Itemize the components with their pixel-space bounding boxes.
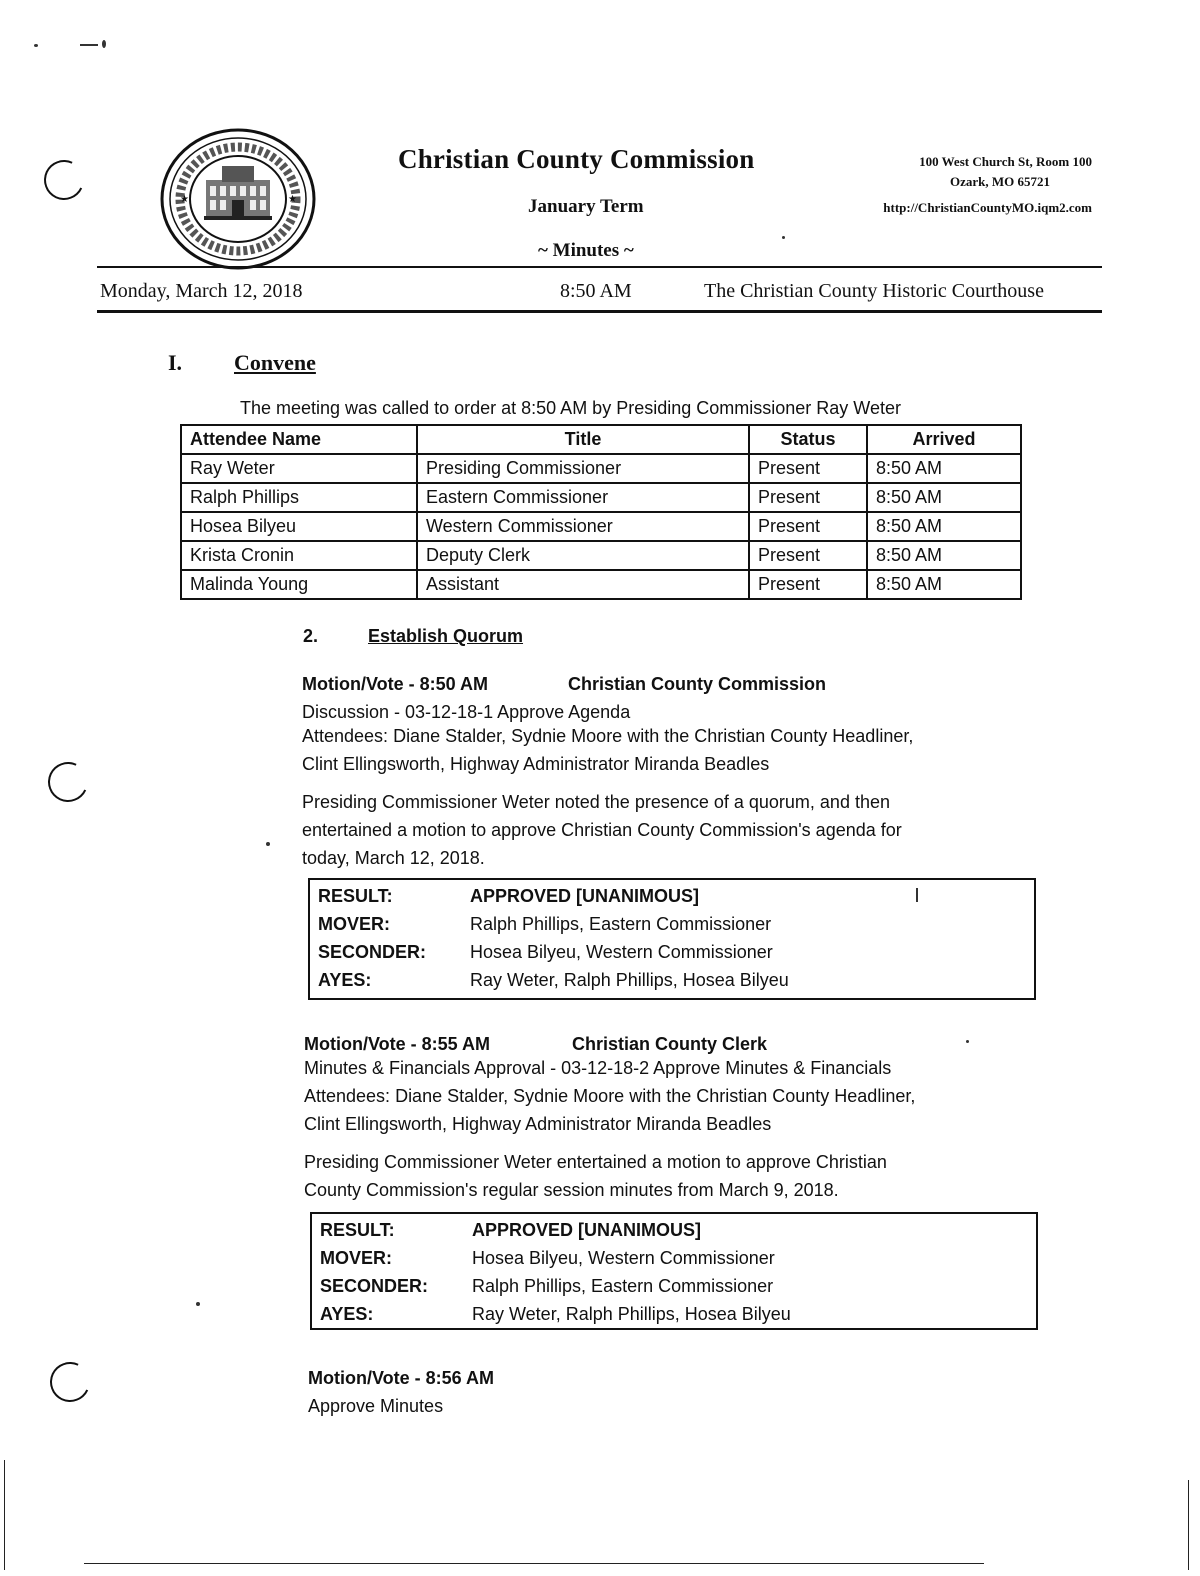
section-title: Establish Quorum <box>368 626 524 646</box>
table-row <box>181 483 1021 512</box>
minutes-label: ~ Minutes ~ <box>538 240 634 261</box>
motion-text-line: Presiding Commissioner Weter entertained a motion to approve Christian <box>304 1152 887 1172</box>
motion-heading <box>304 1034 768 1055</box>
seconder-value: Hosea Bilyeu, Western Commissioner <box>470 942 773 962</box>
section-title: Convene <box>234 350 316 375</box>
address-line-2: Ozark, MO 65721 <box>949 174 1050 189</box>
motion-attendees-line: Attendees: Diane Stalder, Sydnie Moore with the Christian County Headliner, <box>304 1086 916 1106</box>
motion-text-line: today, March 12, 2018. <box>302 848 485 868</box>
motion-attendees-line: Clint Ellingsworth, Highway Administrator Miranda Beadles <box>302 754 770 774</box>
attendee-table <box>180 424 1022 600</box>
attendee-name: Ralph Phillips <box>181 483 417 512</box>
motion-discussion: Discussion - 03-12-18-1 Approve Agenda <box>302 702 631 722</box>
motion-text-line: entertained a motion to approve Christian County Commission's agenda for <box>302 820 902 840</box>
ayes-row: AYES: Ray Weter, Ralph Phillips, Hosea Bilyeu <box>320 1304 791 1324</box>
motion-attendees-line: Attendees: Diane Stalder, Sydnie Moore with the Christian County Headliner, <box>302 726 914 746</box>
motion-text-line: County Commission's regular session minutes from March 9, 2018. <box>304 1180 839 1200</box>
attendee-name: Malinda Young <box>181 570 417 599</box>
attendee-status: Present <box>749 512 867 541</box>
motion-label: Motion/Vote - 8:55 AM <box>304 1034 490 1054</box>
attendee-title: Presiding Commissioner <box>417 454 749 483</box>
result-value: APPROVED [UNANIMOUS] <box>470 886 700 906</box>
attendee-name: Ray Weter <box>181 454 417 483</box>
motion-heading <box>302 674 827 695</box>
result-box <box>310 1212 1038 1330</box>
seconder-row: SECONDER: Hosea Bilyeu, Western Commissioner <box>318 942 773 962</box>
attendee-name: Hosea Bilyeu <box>181 512 417 541</box>
mover-value: Ralph Phillips, Eastern Commissioner <box>470 914 772 934</box>
column-header: Arrived <box>867 425 1021 454</box>
scan-speck <box>34 44 38 47</box>
scan-edge-line <box>84 1563 984 1564</box>
scan-edge-line <box>4 1460 5 1570</box>
attendee-arrived: 8:50 AM <box>867 483 1021 512</box>
scan-edge-line <box>1188 1480 1189 1570</box>
scan-speck <box>196 1302 200 1306</box>
term-label: January Term <box>528 196 644 217</box>
meeting-location: The Christian County Historic Courthouse <box>704 280 1044 302</box>
scan-speck <box>266 842 270 846</box>
attendee-title: Assistant <box>417 570 749 599</box>
result-value: APPROVED [UNANIMOUS] <box>472 1220 702 1240</box>
attendee-arrived: 8:50 AM <box>867 541 1021 570</box>
scan-speck <box>80 44 98 46</box>
seconder-row: SECONDER: Ralph Phillips, Eastern Commissioner <box>320 1276 774 1296</box>
attendee-arrived: 8:50 AM <box>867 454 1021 483</box>
header-rule-top <box>97 266 1102 268</box>
table-row <box>181 454 1021 483</box>
meeting-date: Monday, March 12, 2018 <box>100 280 303 302</box>
punch-hole-mark <box>44 1356 95 1407</box>
motion-label: Motion/Vote - 8:50 AM <box>302 674 488 694</box>
motion-discussion: Approve Minutes <box>308 1396 444 1416</box>
meeting-time: 8:50 AM <box>560 280 632 302</box>
ayes-value: Ray Weter, Ralph Phillips, Hosea Bilyeu <box>472 1304 791 1324</box>
attendee-name: Krista Cronin <box>181 541 417 570</box>
mover-row: MOVER: Hosea Bilyeu, Western Commissioner <box>320 1248 775 1268</box>
column-header: Status <box>749 425 867 454</box>
ayes-row: AYES: Ray Weter, Ralph Phillips, Hosea Bilyeu <box>318 970 789 990</box>
table-row <box>181 541 1021 570</box>
scan-speck <box>966 1040 969 1043</box>
result-box <box>308 878 1036 1000</box>
punch-hole-mark <box>38 154 89 205</box>
punch-hole-mark <box>42 756 93 807</box>
motion-discussion: Minutes & Financials Approval - 03-12-18-2 Approve Minutes & Financials <box>304 1058 892 1078</box>
attendee-title: Deputy Clerk <box>417 541 749 570</box>
table-row <box>181 512 1021 541</box>
attendee-status: Present <box>749 483 867 512</box>
mover-row: MOVER: Ralph Phillips, Eastern Commissioner <box>318 914 772 934</box>
table-row <box>181 570 1021 599</box>
column-header: Attendee Name <box>181 425 417 454</box>
motion-label: Motion/Vote - 8:56 AM <box>308 1368 494 1388</box>
section-number: 2. <box>303 626 319 646</box>
result-row: RESULT: APPROVED [UNANIMOUS] <box>318 886 700 906</box>
seconder-value: Ralph Phillips, Eastern Commissioner <box>472 1276 774 1296</box>
attendee-arrived: 8:50 AM <box>867 512 1021 541</box>
attendee-title: Eastern Commissioner <box>417 483 749 512</box>
scan-speck <box>102 40 106 48</box>
motion-body: Christian County Clerk <box>572 1034 768 1054</box>
address-line-1: 100 West Church St, Room 100 <box>919 154 1092 169</box>
called-to-order-text: The meeting was called to order at 8:50 AM by Presiding Commissioner Ray Weter <box>240 398 901 418</box>
svg-text:★: ★ <box>180 194 189 205</box>
attendee-title: Western Commissioner <box>417 512 749 541</box>
scan-speck <box>782 236 785 239</box>
mover-value: Hosea Bilyeu, Western Commissioner <box>472 1248 775 1268</box>
motion-attendees-line: Clint Ellingsworth, Highway Administrator Miranda Beadles <box>304 1114 772 1134</box>
section-number: I. <box>168 350 183 375</box>
document-title: Christian County Commission <box>398 144 755 174</box>
motion-body: Christian County Commission <box>568 674 827 694</box>
website-text: http://ChristianCountyMO.iqm2.com <box>883 200 1092 215</box>
result-row: RESULT: APPROVED [UNANIMOUS] <box>320 1220 702 1240</box>
header-rule-bottom <box>97 310 1102 313</box>
attendee-status: Present <box>749 454 867 483</box>
ayes-value: Ray Weter, Ralph Phillips, Hosea Bilyeu <box>470 970 789 990</box>
motion-heading <box>308 1368 494 1389</box>
motion-text-line: Presiding Commissioner Weter noted the presence of a quorum, and then <box>302 792 890 812</box>
attendee-status: Present <box>749 541 867 570</box>
attendee-status: Present <box>749 570 867 599</box>
table-header-row <box>181 425 1021 454</box>
svg-text:★: ★ <box>288 194 297 205</box>
column-header: Title <box>417 425 749 454</box>
attendee-arrived: 8:50 AM <box>867 570 1021 599</box>
county-seal-logo <box>160 128 316 270</box>
